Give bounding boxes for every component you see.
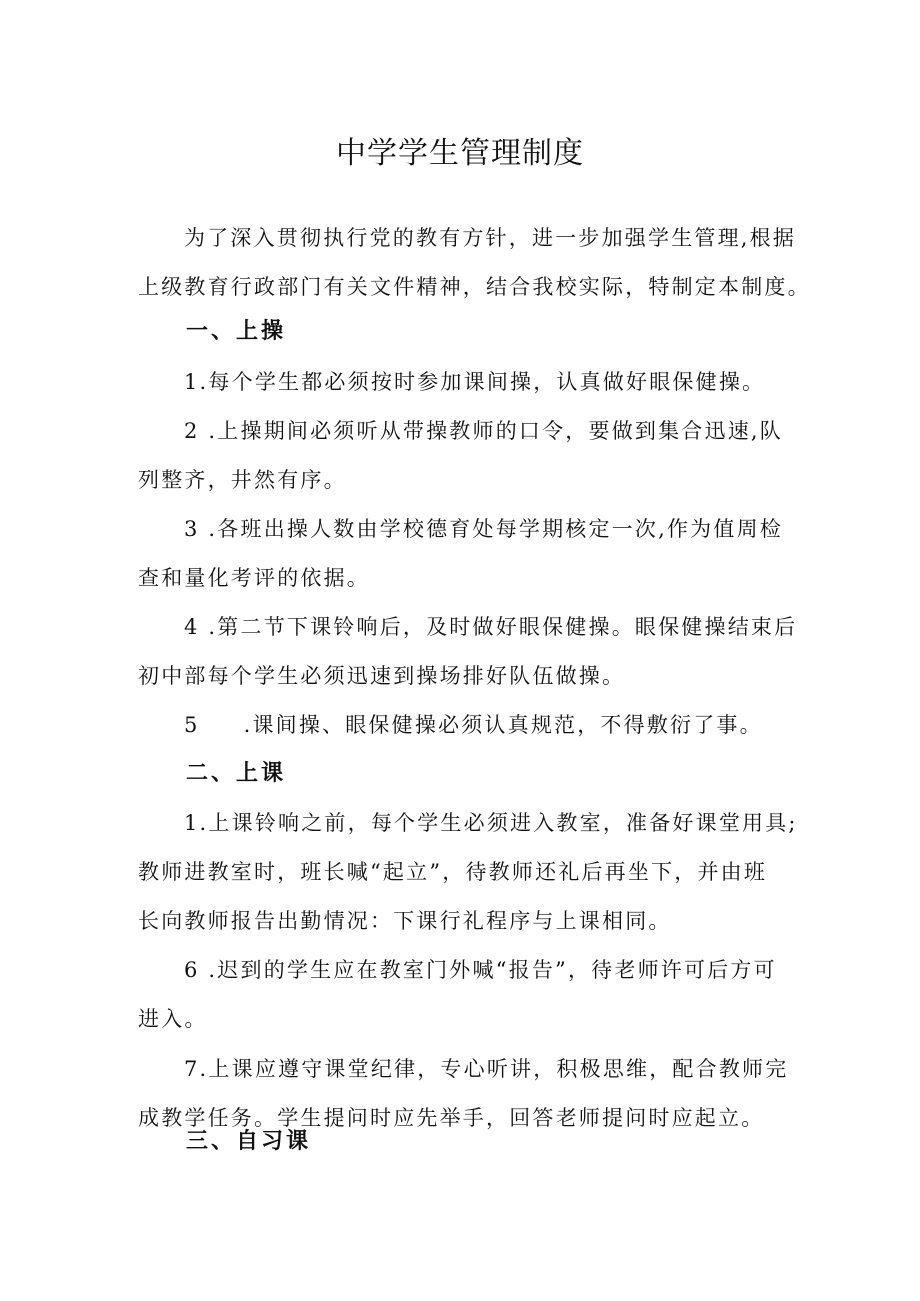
section2-item-3: 7.上课应遵守课堂纪律，专心听讲，积极思维，配合教师完 成教学任务。学生提问时应先举手，回答老师提问时应起立。 bbox=[138, 1057, 789, 1130]
intro-line-1: 为了深入贯彻执行党的教有方针，进一步加强学生管理,根据 bbox=[184, 226, 797, 250]
section1-item-4: 4 .第二节下课铃响后，及时做好眼保健操。眼保健操结束后 初中部每个学生必须迅速到操场排好队伍做操。 bbox=[138, 615, 798, 688]
section1-item-2: 2 .上操期间必须听从带操教师的口令，要做到集合迅速,队 列整齐，井然有序。 bbox=[138, 419, 783, 492]
section2-item-1: 1.上课铃响之前，每个学生必须进入教室，准备好课堂用具; 教师进教室时，班长喊“起立”，待教师还礼后再坐下，并由班 长向教师报告出勤情况：下课行礼程序与上课相同。 bbox=[138, 811, 798, 933]
section-heading-2: 二、上课 bbox=[186, 761, 287, 786]
intro-line-2: 上级教育行政部门有关文件精神，结合我校实际，特制定本制度。 bbox=[138, 275, 811, 299]
section2-item-2: 6 .迟到的学生应在教室门外喊“报告”，待老师许可后方可 进入。 bbox=[138, 958, 777, 1031]
section1-item-3: 3 .各班出操人数由学校德育处每学期核定一次,作为值周检 查和量化考评的依据。 bbox=[138, 517, 783, 590]
document-title: 中学学生管理制度 bbox=[336, 136, 584, 171]
section1-item-5: 5 .课间操、眼保健操必须认真规范，不得敷衍了事。 bbox=[184, 713, 763, 737]
section1-item-1: 1.每个学生都必须按时参加课间操，认真做好眼保健操。 bbox=[184, 370, 766, 394]
section-heading-3: 三、自习课 bbox=[186, 1129, 312, 1154]
section-heading-1: 一、上操 bbox=[186, 319, 287, 344]
intro-paragraph bbox=[138, 214, 811, 312]
